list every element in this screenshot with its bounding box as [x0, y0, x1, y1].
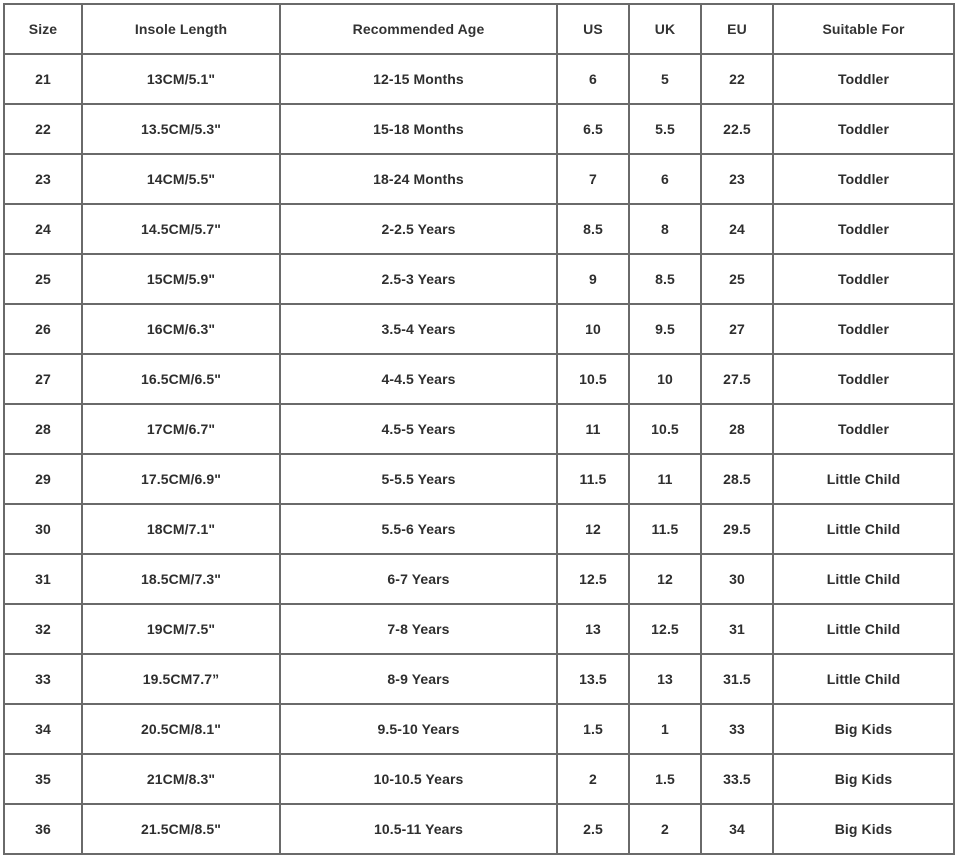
suitable-for-cell: Toddler: [773, 104, 954, 154]
eu-size-cell: 25: [701, 254, 773, 304]
size-cell: 26: [4, 304, 82, 354]
uk-size-cell: 11.5: [629, 504, 701, 554]
insole-length-cell: 15CM/5.9": [82, 254, 280, 304]
suitable-for-cell: Big Kids: [773, 754, 954, 804]
us-size-cell: 8.5: [557, 204, 629, 254]
uk-size-cell: 11: [629, 454, 701, 504]
insole-length-cell: 16.5CM/6.5": [82, 354, 280, 404]
table-row: [4, 154, 954, 204]
uk-size-cell: 2: [629, 804, 701, 854]
size-cell: 27: [4, 354, 82, 404]
header-insole-length: Insole Length: [82, 4, 280, 54]
recommended-age-cell: 12-15 Months: [280, 54, 557, 104]
recommended-age-cell: 3.5-4 Years: [280, 304, 557, 354]
size-cell: 35: [4, 754, 82, 804]
uk-size-cell: 6: [629, 154, 701, 204]
insole-length-cell: 17CM/6.7": [82, 404, 280, 454]
uk-size-cell: 5.5: [629, 104, 701, 154]
eu-size-cell: 33: [701, 704, 773, 754]
suitable-for-cell: Toddler: [773, 204, 954, 254]
insole-length-cell: 17.5CM/6.9": [82, 454, 280, 504]
recommended-age-cell: 6-7 Years: [280, 554, 557, 604]
size-cell: 31: [4, 554, 82, 604]
table-row: [4, 704, 954, 754]
eu-size-cell: 29.5: [701, 504, 773, 554]
suitable-for-cell: Toddler: [773, 404, 954, 454]
suitable-for-cell: Little Child: [773, 554, 954, 604]
insole-length-cell: 18CM/7.1": [82, 504, 280, 554]
insole-length-cell: 16CM/6.3": [82, 304, 280, 354]
size-cell: 23: [4, 154, 82, 204]
insole-length-cell: 21CM/8.3": [82, 754, 280, 804]
header-suitable-for: Suitable For: [773, 4, 954, 54]
eu-size-cell: 27.5: [701, 354, 773, 404]
size-cell: 34: [4, 704, 82, 754]
suitable-for-cell: Toddler: [773, 354, 954, 404]
insole-length-cell: 13.5CM/5.3": [82, 104, 280, 154]
us-size-cell: 11.5: [557, 454, 629, 504]
eu-size-cell: 30: [701, 554, 773, 604]
us-size-cell: 1.5: [557, 704, 629, 754]
size-cell: 29: [4, 454, 82, 504]
eu-size-cell: 33.5: [701, 754, 773, 804]
table-row: [4, 354, 954, 404]
table-body: [4, 54, 954, 854]
recommended-age-cell: 2-2.5 Years: [280, 204, 557, 254]
size-cell: 36: [4, 804, 82, 854]
header-eu: EU: [701, 4, 773, 54]
suitable-for-cell: Big Kids: [773, 804, 954, 854]
insole-length-cell: 18.5CM/7.3": [82, 554, 280, 604]
header-uk: UK: [629, 4, 701, 54]
suitable-for-cell: Toddler: [773, 154, 954, 204]
recommended-age-cell: 9.5-10 Years: [280, 704, 557, 754]
header-row: [4, 4, 954, 54]
us-size-cell: 12.5: [557, 554, 629, 604]
eu-size-cell: 27: [701, 304, 773, 354]
us-size-cell: 10: [557, 304, 629, 354]
us-size-cell: 6.5: [557, 104, 629, 154]
recommended-age-cell: 4-4.5 Years: [280, 354, 557, 404]
suitable-for-cell: Toddler: [773, 54, 954, 104]
us-size-cell: 7: [557, 154, 629, 204]
recommended-age-cell: 18-24 Months: [280, 154, 557, 204]
size-cell: 33: [4, 654, 82, 704]
uk-size-cell: 12: [629, 554, 701, 604]
recommended-age-cell: 10.5-11 Years: [280, 804, 557, 854]
size-cell: 25: [4, 254, 82, 304]
insole-length-cell: 14CM/5.5": [82, 154, 280, 204]
uk-size-cell: 12.5: [629, 604, 701, 654]
insole-length-cell: 14.5CM/5.7": [82, 204, 280, 254]
size-cell: 30: [4, 504, 82, 554]
uk-size-cell: 5: [629, 54, 701, 104]
insole-length-cell: 13CM/5.1": [82, 54, 280, 104]
us-size-cell: 13: [557, 604, 629, 654]
suitable-for-cell: Little Child: [773, 454, 954, 504]
size-chart-table: [3, 3, 955, 855]
us-size-cell: 10.5: [557, 354, 629, 404]
insole-length-cell: 20.5CM/8.1": [82, 704, 280, 754]
header-size: Size: [4, 4, 82, 54]
table-row: [4, 454, 954, 504]
table-row: [4, 54, 954, 104]
insole-length-cell: 19.5CM7.7”: [82, 654, 280, 704]
us-size-cell: 9: [557, 254, 629, 304]
size-cell: 32: [4, 604, 82, 654]
uk-size-cell: 10: [629, 354, 701, 404]
uk-size-cell: 1.5: [629, 754, 701, 804]
table-row: [4, 504, 954, 554]
recommended-age-cell: 4.5-5 Years: [280, 404, 557, 454]
suitable-for-cell: Toddler: [773, 304, 954, 354]
uk-size-cell: 10.5: [629, 404, 701, 454]
us-size-cell: 11: [557, 404, 629, 454]
suitable-for-cell: Little Child: [773, 654, 954, 704]
eu-size-cell: 28.5: [701, 454, 773, 504]
size-cell: 28: [4, 404, 82, 454]
table-row: [4, 204, 954, 254]
eu-size-cell: 34: [701, 804, 773, 854]
uk-size-cell: 13: [629, 654, 701, 704]
table-row: [4, 304, 954, 354]
table-row: [4, 754, 954, 804]
recommended-age-cell: 7-8 Years: [280, 604, 557, 654]
eu-size-cell: 23: [701, 154, 773, 204]
recommended-age-cell: 5-5.5 Years: [280, 454, 557, 504]
table-row: [4, 804, 954, 854]
table-row: [4, 654, 954, 704]
uk-size-cell: 8.5: [629, 254, 701, 304]
us-size-cell: 2.5: [557, 804, 629, 854]
uk-size-cell: 8: [629, 204, 701, 254]
recommended-age-cell: 15-18 Months: [280, 104, 557, 154]
eu-size-cell: 24: [701, 204, 773, 254]
suitable-for-cell: Little Child: [773, 604, 954, 654]
us-size-cell: 12: [557, 504, 629, 554]
header-us: US: [557, 4, 629, 54]
suitable-for-cell: Toddler: [773, 254, 954, 304]
uk-size-cell: 1: [629, 704, 701, 754]
table-row: [4, 404, 954, 454]
us-size-cell: 6: [557, 54, 629, 104]
insole-length-cell: 21.5CM/8.5": [82, 804, 280, 854]
recommended-age-cell: 5.5-6 Years: [280, 504, 557, 554]
table-row: [4, 604, 954, 654]
eu-size-cell: 22.5: [701, 104, 773, 154]
table-row: [4, 554, 954, 604]
us-size-cell: 13.5: [557, 654, 629, 704]
table-row: [4, 104, 954, 154]
suitable-for-cell: Little Child: [773, 504, 954, 554]
eu-size-cell: 28: [701, 404, 773, 454]
insole-length-cell: 19CM/7.5": [82, 604, 280, 654]
size-cell: 24: [4, 204, 82, 254]
size-cell: 21: [4, 54, 82, 104]
recommended-age-cell: 8-9 Years: [280, 654, 557, 704]
recommended-age-cell: 2.5-3 Years: [280, 254, 557, 304]
size-cell: 22: [4, 104, 82, 154]
table-row: [4, 254, 954, 304]
table-header: [4, 4, 954, 54]
recommended-age-cell: 10-10.5 Years: [280, 754, 557, 804]
eu-size-cell: 22: [701, 54, 773, 104]
header-recommended-age: Recommended Age: [280, 4, 557, 54]
eu-size-cell: 31.5: [701, 654, 773, 704]
eu-size-cell: 31: [701, 604, 773, 654]
us-size-cell: 2: [557, 754, 629, 804]
uk-size-cell: 9.5: [629, 304, 701, 354]
suitable-for-cell: Big Kids: [773, 704, 954, 754]
